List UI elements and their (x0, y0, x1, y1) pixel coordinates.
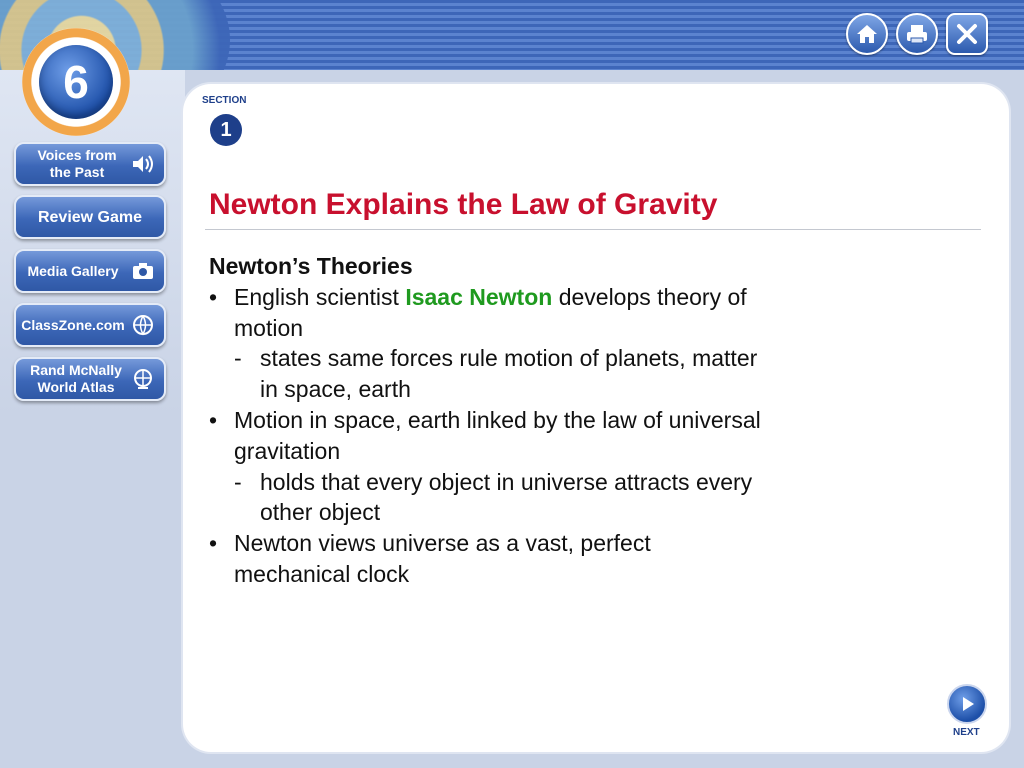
nav-label: Rand McNally World Atlas (30, 362, 122, 395)
speaker-icon (130, 151, 156, 177)
content-heading: Newton’s Theories (209, 253, 413, 279)
close-button[interactable] (946, 13, 988, 55)
voices-from-the-past-button[interactable] (14, 142, 166, 186)
review-game-button[interactable] (14, 195, 166, 239)
home-button[interactable] (846, 13, 888, 55)
print-icon (904, 21, 930, 47)
next-label: NEXT (953, 727, 980, 738)
sub-list-item: - holds that every object in universe attracts every other object (209, 467, 769, 529)
home-icon (854, 21, 880, 47)
close-icon (954, 21, 980, 47)
section-number: 1 (210, 114, 242, 146)
page-title: Newton Explains the Law of Gravity (209, 188, 718, 221)
media-gallery-button[interactable] (14, 249, 166, 293)
list-item: • Newton views universe as a vast, perfect mechanical clock (209, 528, 769, 590)
bullet-text: develops theory of motion (234, 283, 747, 341)
title-divider (205, 229, 981, 230)
atlas-globe-icon (130, 366, 156, 392)
sub-bullet-text: holds that every object in universe attracts every other object (260, 468, 753, 526)
list-item: • Motion in space, earth linked by the law of universal gravitation (209, 405, 769, 467)
bullet-text: Newton views universe as a vast, perfect mechanical clock (234, 530, 651, 587)
camera-icon (130, 258, 156, 284)
classzone-button[interactable] (14, 303, 166, 347)
list-item: • English scientist Isaac Newton develops theory of motion (209, 283, 747, 341)
next-button[interactable] (947, 684, 987, 724)
globe-cursor-icon (130, 312, 156, 338)
nav-label: Media Gallery (27, 262, 119, 279)
sub-list-item: - states same forces rule motion of planets, matter in space, earth (209, 343, 769, 405)
content-body (209, 251, 769, 590)
bullet-text: English scientist (234, 283, 406, 310)
top-toolbar (846, 13, 988, 55)
section-label: SECTION (202, 95, 247, 106)
play-arrow-icon (957, 694, 977, 714)
rand-mcnally-world-atlas-button[interactable] (14, 357, 166, 401)
sub-bullet-text: states same forces rule motion of planets, matter in space, earth (260, 345, 758, 403)
chapter-number: 6 (39, 45, 113, 119)
highlight-term: Isaac Newton (405, 283, 553, 310)
nav-label: Review Game (37, 208, 143, 226)
print-button[interactable] (896, 13, 938, 55)
nav-label: ClassZone.com (21, 316, 125, 333)
bullet-text: Motion in space, earth linked by the law of universal gravitation (234, 406, 761, 464)
chapter-badge (22, 28, 130, 136)
nav-label: Voices from the Past (37, 147, 117, 180)
